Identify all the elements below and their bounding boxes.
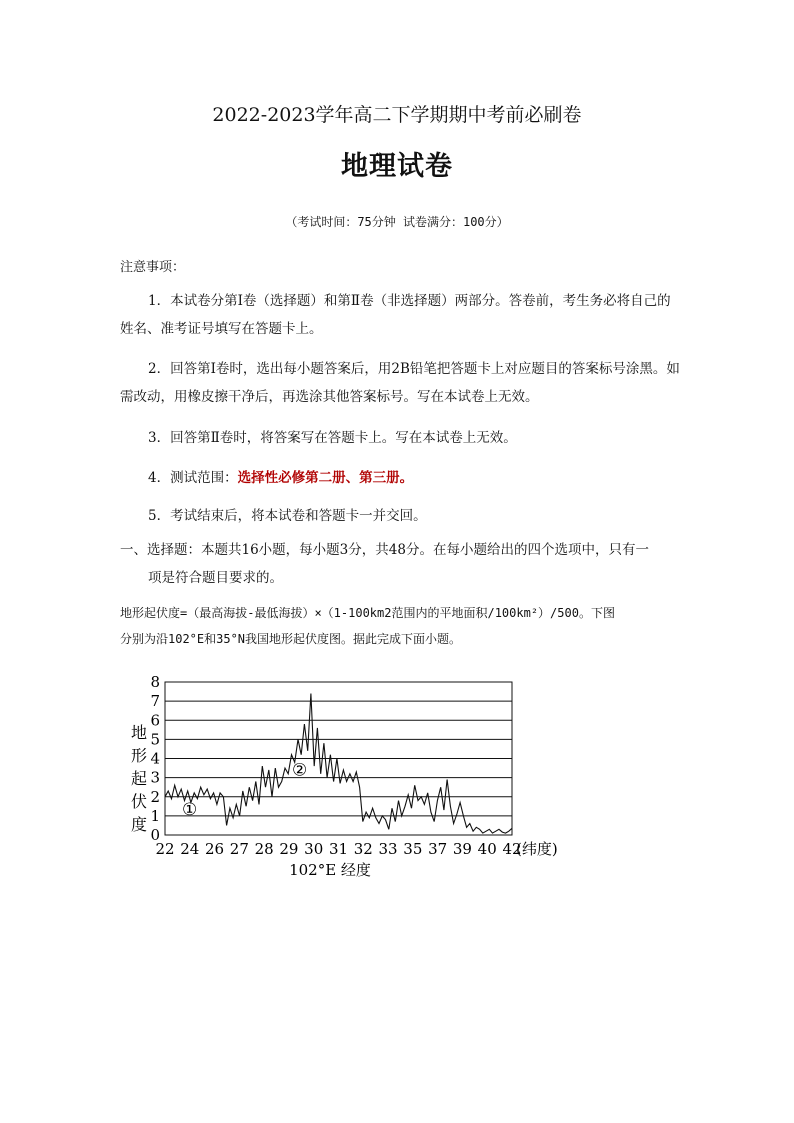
item-number: 1． [148,293,171,309]
item-number: 2． [148,361,171,377]
x-axis-title: 102°E 经度 [289,861,371,879]
y-tick-label: 0 [150,826,160,844]
test-scope: 选择性必修第二册、第三册。 [237,470,414,486]
material-text [120,600,680,652]
y-label-char: 伏 [130,792,148,811]
exam-title: 2022-2023学年高二下学期期中考前必刷卷 [212,104,582,126]
y-tick-label: 8 [150,673,160,691]
x-tick-label: 29 [279,840,299,858]
x-tick-label: 22 [155,840,175,858]
item-text: 回答第Ⅱ卷时，将答案写在答题卡上。写在本试卷上无效。 [170,430,517,446]
notice-item-5 [120,502,680,530]
x-tick-label: 40 [477,840,497,858]
x-tick-label: 31 [328,840,349,858]
item-number: 4． [148,470,171,486]
x-tick-label: 30 [304,840,324,858]
notice-item-2 [120,355,680,411]
x-tick-label: 39 [452,840,472,858]
y-label-char: 地 [130,723,148,742]
x-tick-label: 32 [353,840,373,858]
x-tick-label: 26 [205,840,225,858]
y-tick-label: 2 [150,787,160,806]
x-tick-label: 35 [403,840,423,858]
x-tick-label: 33 [378,840,398,858]
x-tick-label: 24 [180,840,200,858]
section-line-1: 一、选择题：本题共16小题，每小题3分，共48分。在每小题给出的四个选项中，只有一 [120,542,649,558]
notice-item-3 [120,424,680,452]
x-tick-labels [155,840,521,858]
y-label-char: 形 [130,746,148,765]
section-line-2: 项是符合题目要求的。 [148,570,283,586]
section-one-heading [120,536,680,592]
exam-info: （考试时间：75分钟 试卷满分：100分） [285,215,509,229]
item-number: 5． [148,508,171,524]
item-prefix: 测试范围： [170,470,238,486]
item-text: 回答第Ⅰ卷时，选出每小题答案后，用2B铅笔把答题卡上对应题目的答案标号涂黑。如需改动，用橡皮擦干净后，再选涂其他答案标号。写在本试卷上无效。 [120,361,680,405]
item-text: 本试卷分第Ⅰ卷（选择题）和第Ⅱ卷（非选择题）两部分。答卷前，考生务必将自己的姓名、准考证号填写在答题卡上。 [120,293,671,337]
relief-chart [0,660,794,890]
y-axis-label [131,723,147,834]
notice-heading: 注意事项： [120,260,186,275]
material-line-2: 分别为沿102°E和35°N我国地形起伏度图。据此完成下面小题。 [120,632,462,646]
material-line-1: 地形起伏度=（最高海拔-最低海拔）×（1-100km2范围内的平地面积/100km²）/500。下图 [120,606,615,620]
subject-title: 地理试卷 [341,151,453,182]
y-label-char: 度 [130,815,148,834]
y-tick-label: 7 [150,692,160,711]
y-tick-labels [150,673,160,844]
item-number: 3． [148,430,171,446]
notice-item-4 [120,464,680,492]
gridlines [165,701,512,816]
item-text: 考试结束后，将本试卷和答题卡一并交回。 [170,508,427,524]
notice-item-1 [120,287,680,343]
y-tick-label: 1 [150,806,160,825]
y-tick-label: 4 [150,749,160,768]
x-unit-label: (纬度) [516,840,558,858]
x-tick-label: 42 [502,840,522,858]
x-tick-label: 37 [428,840,448,858]
y-label-char: 起 [130,769,148,788]
annotation-2: ② [292,760,308,781]
series-line [165,694,512,834]
x-tick-label: 28 [254,840,274,858]
y-tick-label: 5 [150,730,160,749]
y-tick-label: 6 [150,711,160,730]
annotation-1: ① [182,799,198,820]
y-tick-label: 3 [150,768,160,787]
x-tick-label: 27 [229,840,249,858]
